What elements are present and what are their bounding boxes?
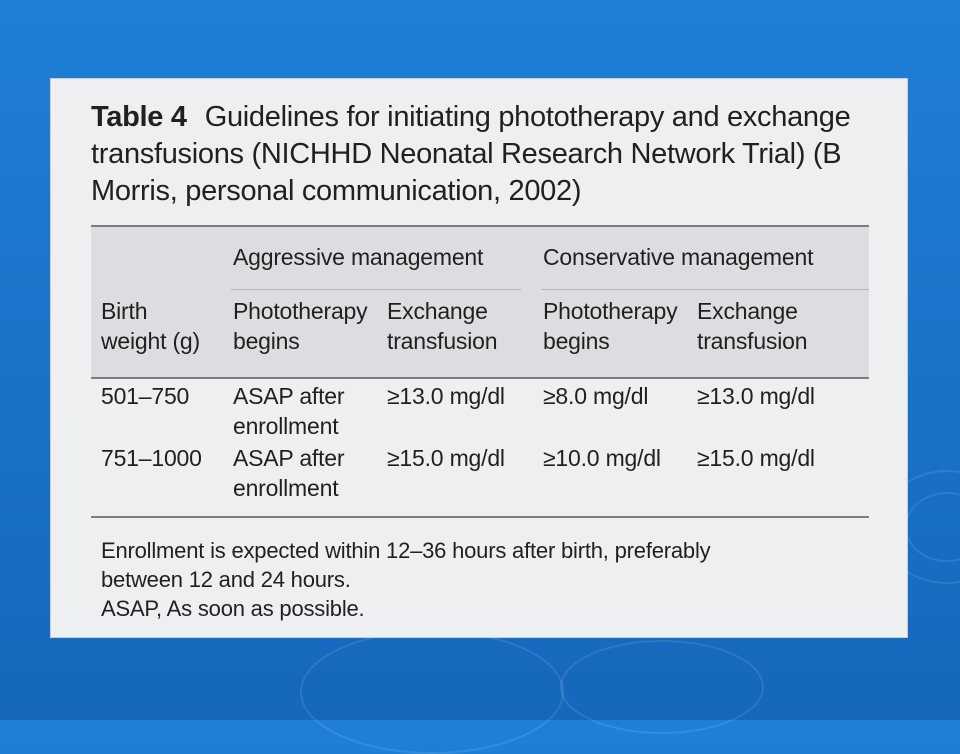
column-header-conservative-phototherapy: Phototherapy begins xyxy=(543,298,678,354)
column-header-aggressive-exchange: Exchange transfusion xyxy=(387,298,498,354)
table-cell-birth-weight: 751–1000 xyxy=(101,445,202,471)
footnote-line: ASAP, As soon as possible. xyxy=(101,596,365,621)
table-bottom-rule xyxy=(91,516,869,518)
table-cell-conservative-exchange: ≥13.0 mg/dl xyxy=(697,383,815,409)
footnote-line: between 12 and 24 hours. xyxy=(101,567,351,592)
group-rule-conservative xyxy=(541,289,869,290)
column-header-birth-weight: Birth weight (g) xyxy=(101,298,200,354)
background-ripple xyxy=(300,630,564,754)
table-label: Table 4 xyxy=(91,101,187,133)
table-cell-aggressive-exchange: ≥15.0 mg/dl xyxy=(387,445,505,471)
table-cell-conservative-phototherapy: ≥10.0 mg/dl xyxy=(543,445,661,471)
table-cell-aggressive-exchange: ≥13.0 mg/dl xyxy=(387,383,505,409)
table-cell-birth-weight: 501–750 xyxy=(101,383,190,409)
group-rule-aggressive xyxy=(231,289,521,290)
table-card xyxy=(50,78,908,638)
table-title: Guidelines for initiating phototherapy and exchange transfusions (NICHHD Neonatal Research Network Trial) (B Morris, personal communication, 2002) xyxy=(91,101,851,207)
group-header-conservative: Conservative management xyxy=(543,244,814,270)
group-header-aggressive: Aggressive management xyxy=(233,244,484,270)
table-cell-aggressive-phototherapy: ASAP after enrollment xyxy=(233,445,345,501)
table-cell-conservative-phototherapy: ≥8.0 mg/dl xyxy=(543,383,649,409)
footnote-line: Enrollment is expected within 12–36 hours after birth, preferably xyxy=(101,538,711,563)
table-cell-conservative-exchange: ≥15.0 mg/dl xyxy=(697,445,815,471)
table-caption xyxy=(91,99,891,210)
column-header-aggressive-phototherapy: Phototherapy begins xyxy=(233,298,368,354)
table-cell-aggressive-phototherapy: ASAP after enrollment xyxy=(233,383,345,439)
column-header-conservative-exchange: Exchange transfusion xyxy=(697,298,808,354)
